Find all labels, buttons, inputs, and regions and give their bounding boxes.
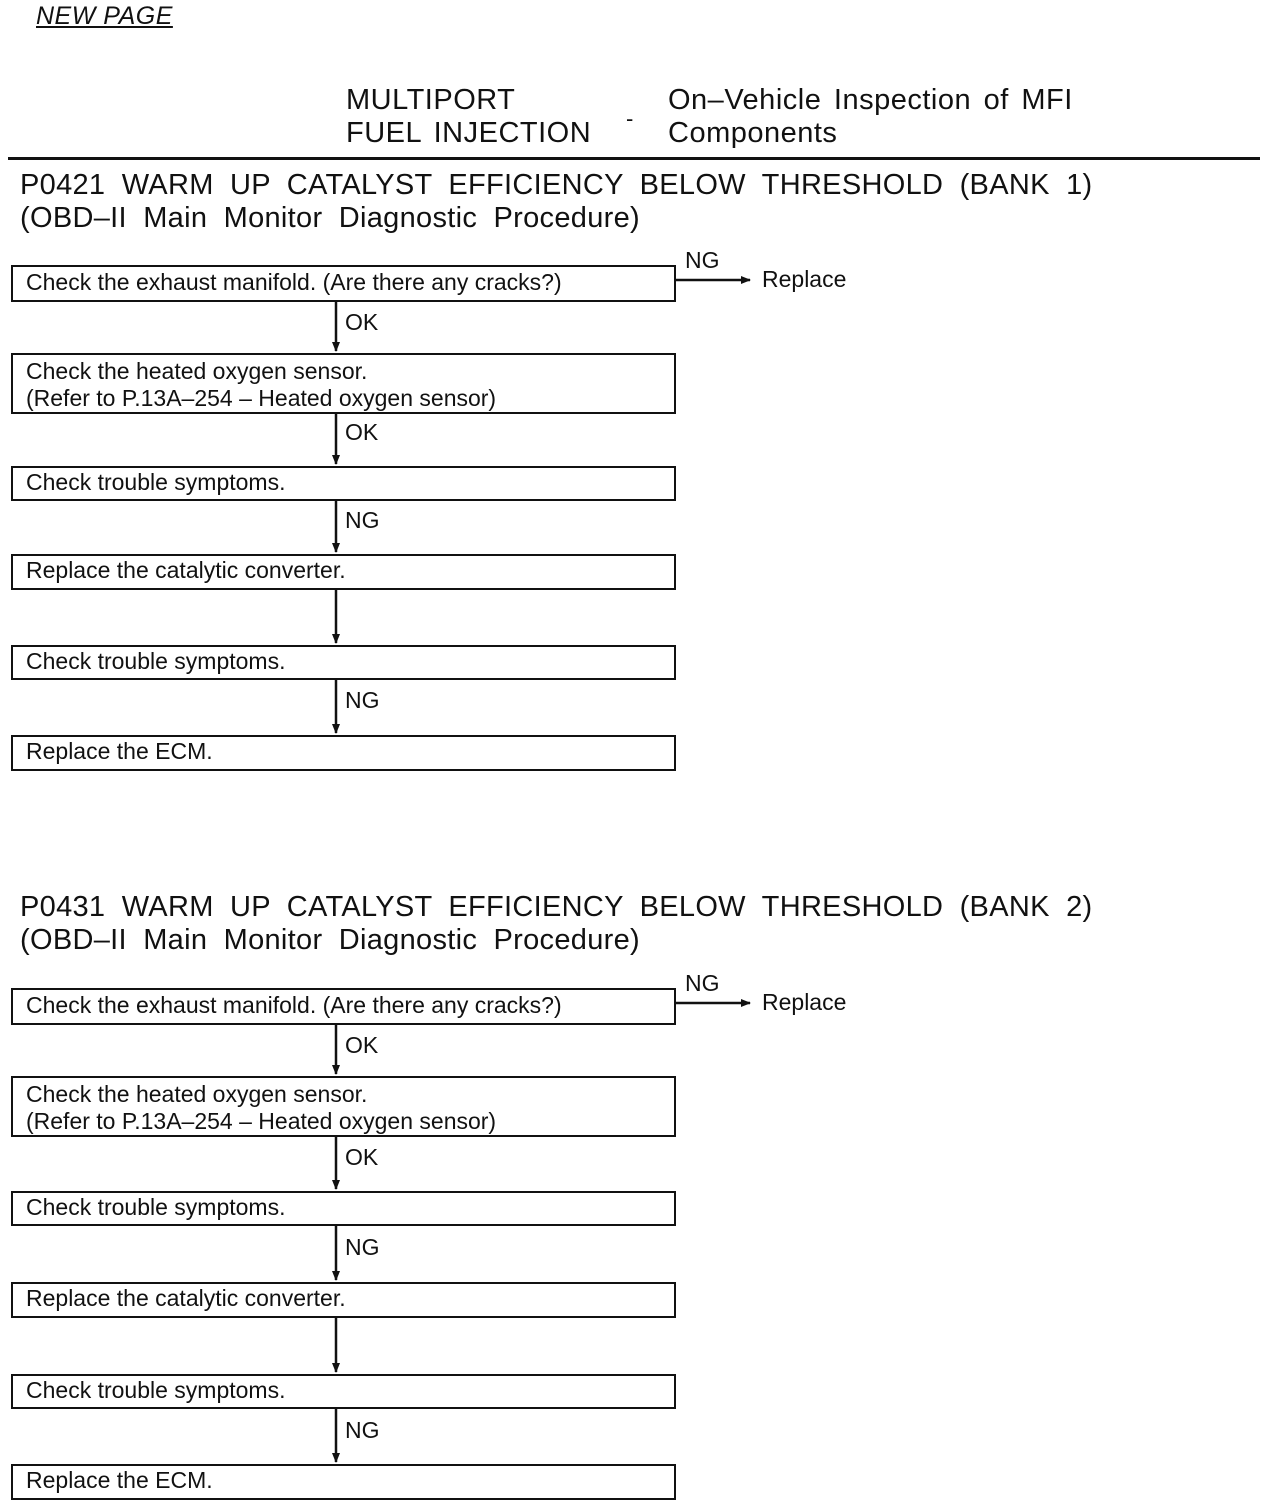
p2-step-check-symptoms-1 [11,1191,676,1226]
procedure-2-title: P0431 WARM UP CATALYST EFFICIENCY BELOW THRESHOLD (BANK 2) [20,891,1093,923]
p1-step-check-symptoms-2 [11,645,676,680]
p1-transition-1-label: OK [345,309,379,335]
step-text: Replace the catalytic converter. [26,1285,346,1311]
step-text: Check the heated oxygen sensor. [26,358,368,384]
p2-transition-2-label: OK [345,1144,379,1170]
step-reference: (Refer to P.13A–254 – Heated oxygen sensor) [26,1108,497,1134]
step-text: Replace the ECM. [26,738,213,764]
p1-step-replace-ecm [11,735,676,771]
procedure-1-subtitle: (OBD–II Main Monitor Diagnostic Procedure) [20,202,640,234]
procedure-2-subtitle: (OBD–II Main Monitor Diagnostic Procedure) [20,924,640,956]
p1-transition-5-label: NG [345,687,380,713]
procedure-1-title: P0421 WARM UP CATALYST EFFICIENCY BELOW THRESHOLD (BANK 1) [20,169,1093,201]
p1-step-replace-catalytic-converter [11,554,676,590]
step-text: Replace the ECM. [26,1467,213,1493]
p1-step-check-symptoms-1 [11,466,676,501]
step-reference: (Refer to P.13A–254 – Heated oxygen sensor) [26,385,497,411]
p2-step-replace-ecm [11,1464,676,1500]
p2-step-check-symptoms-2 [11,1374,676,1409]
p1-transition-2-label: OK [345,419,379,445]
p1-branch-label: NG [685,247,720,273]
step-text: Check the heated oxygen sensor. [26,1081,368,1107]
p2-transition-5-label: NG [345,1417,380,1443]
topic-line1: On–Vehicle Inspection of MFI [668,84,1073,116]
step-text: Check trouble symptoms. [26,469,286,495]
p2-transition-3-label: NG [345,1234,380,1260]
p2-transition-1-label: OK [345,1032,379,1058]
step-text: Check trouble symptoms. [26,648,286,674]
step-text: Check trouble symptoms. [26,1377,286,1403]
p2-step-check-exhaust-manifold [11,988,676,1025]
p1-step-check-oxygen-sensor [11,353,676,414]
step-text: Check the exhaust manifold. (Are there any cracks?) [26,269,562,295]
topic-line2: Components [668,117,838,149]
header-rule [8,157,1260,160]
step-text: Check the exhaust manifold. (Are there any cracks?) [26,992,562,1018]
p2-step-replace-catalytic-converter [11,1282,676,1318]
p2-step-check-oxygen-sensor [11,1076,676,1137]
p2-branch-label: NG [685,970,720,996]
p1-step-check-exhaust-manifold [11,265,676,302]
p2-branch-action: Replace [762,989,847,1015]
step-text: Replace the catalytic converter. [26,557,346,583]
header-separator: - [626,106,634,131]
new-page-label: NEW PAGE [36,2,173,30]
section-name-line2: FUEL INJECTION [346,117,592,149]
section-name-line1: MULTIPORT [346,84,516,116]
step-text: Check trouble symptoms. [26,1194,286,1220]
p1-transition-3-label: NG [345,507,380,533]
p1-branch-action: Replace [762,266,847,292]
